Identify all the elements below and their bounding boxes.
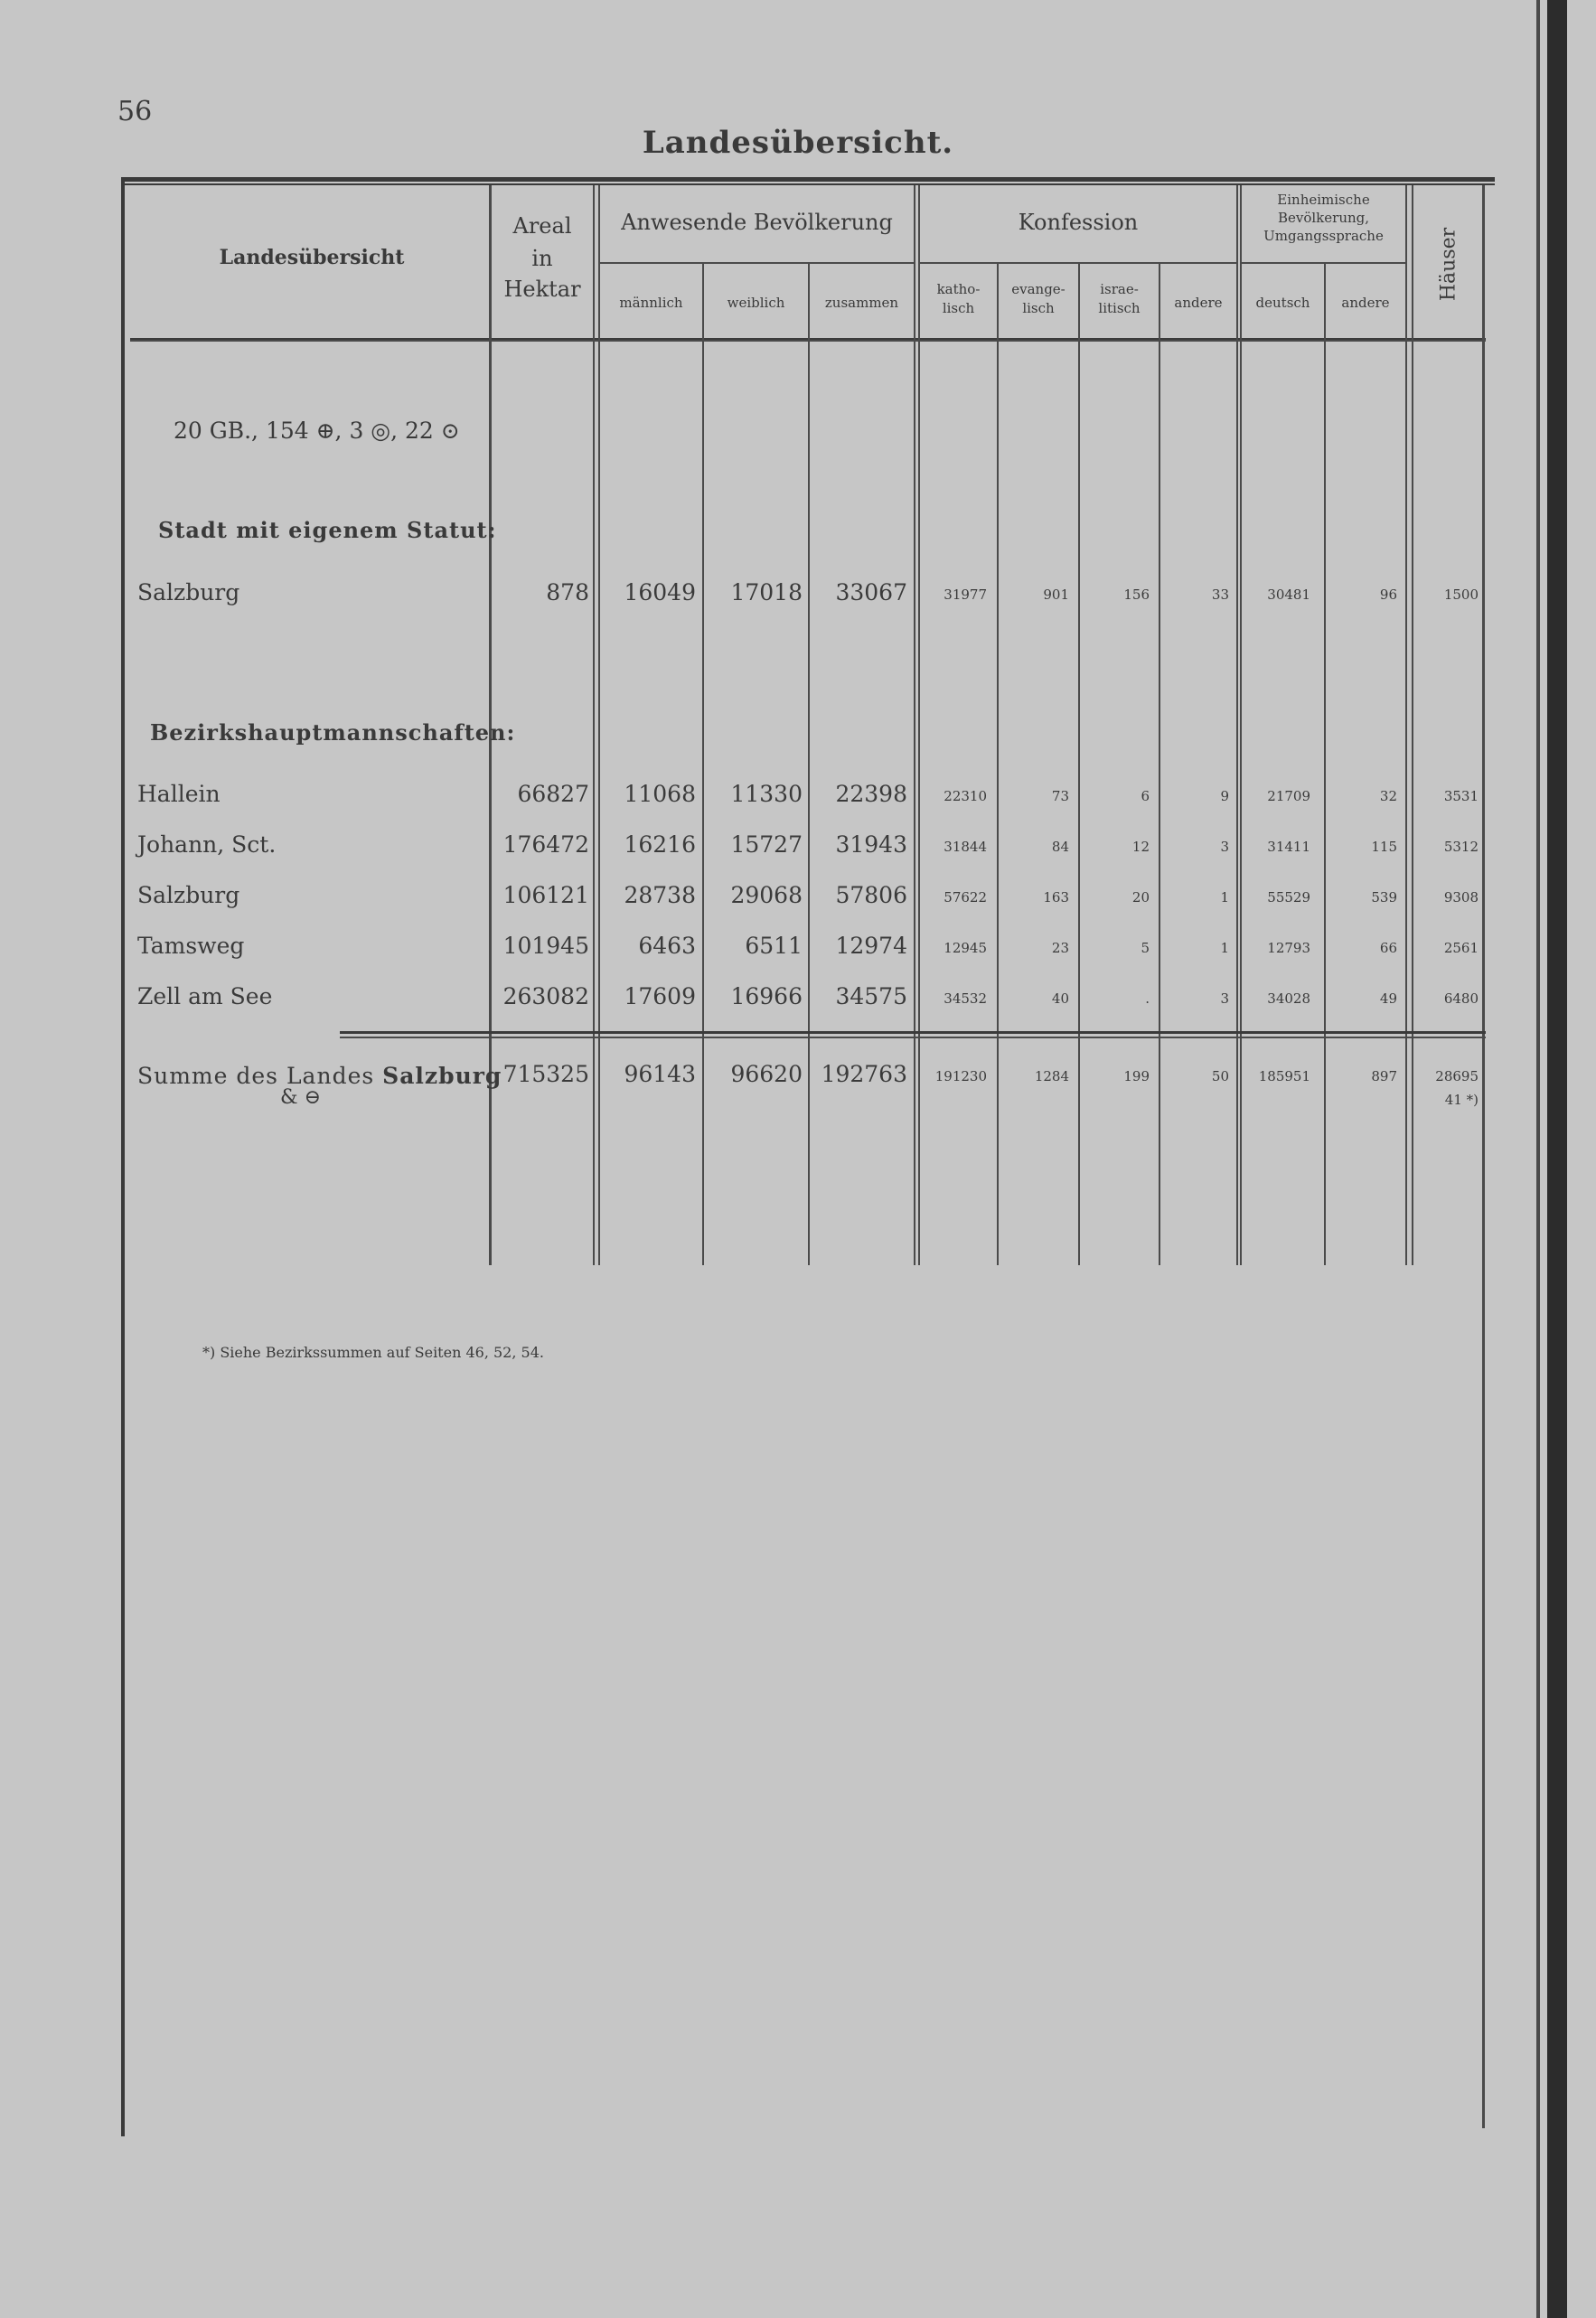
haeuser-header: Häuser [1437,227,1460,302]
cell-m: 28738 [624,882,696,908]
anwesende-header: Anwesende Bevölkerung [621,210,893,235]
cell-deutsch: 12793 [1267,940,1310,956]
section-statut: Stadt mit eigenem Statut: [158,517,497,543]
col-line [914,185,915,1265]
cell-ev: 1284 [1034,1068,1069,1084]
cell-z: 57806 [835,882,907,908]
cell-ev: 84 [1051,839,1069,855]
col-line [1159,262,1160,1265]
cell-andere: 49 [1379,990,1397,1007]
cell-haeuser: 28695 [1435,1068,1479,1084]
cell-m: 6463 [638,933,696,959]
cell-haeuser: 1500 [1443,587,1479,603]
cell-deutsch: 34028 [1267,990,1310,1007]
total-rule [340,1031,1486,1034]
row-label: Zell am See [137,983,273,1009]
total-label-line2: & ⊖ [280,1086,322,1109]
cell-andere: 539 [1371,889,1397,906]
cell-deutsch: 21709 [1267,788,1310,804]
total-label [137,1063,502,1089]
cell-and: 1 [1220,889,1229,906]
cell-areal: 176472 [502,831,589,858]
cell-deutsch: 30481 [1267,587,1310,603]
total-label-bold: Salzburg [382,1063,502,1089]
cell-isr: 12 [1131,839,1150,855]
cell-andere: 96 [1379,587,1397,603]
table-right-line [1482,185,1485,2128]
row-label: Hallein [137,781,221,807]
page-edge [1547,0,1567,2318]
table-top-rule-2 [121,183,1495,185]
cell-isr: 6 [1141,788,1150,804]
cell-kath: 31844 [944,839,987,855]
col-line [1324,262,1326,1265]
areal-header-line1: Areal [512,213,572,239]
cell-isr: 20 [1131,889,1150,906]
cell-m: 96143 [624,1061,696,1087]
areal-header-line2: in [531,246,553,271]
cell-areal: 263082 [502,983,589,1009]
cell-ev: 40 [1051,990,1069,1007]
cell-z: 31943 [835,831,907,858]
cell-kath: 191230 [934,1068,987,1084]
sub-header-deutsch: deutsch [1255,295,1310,311]
cell-isr: 199 [1123,1068,1150,1084]
row-label: Tamsweg [137,933,245,959]
sub-header-maennlich: männlich [619,295,683,311]
row-label: Johann, Sct. [137,831,277,858]
cell-kath: 22310 [944,788,987,804]
cell-haeuser: 5312 [1443,839,1479,855]
cell-ev: 73 [1051,788,1069,804]
sub-header-katholisch-1: katho- [936,281,981,297]
cell-deutsch: 185951 [1258,1068,1310,1084]
col-line [1078,262,1080,1265]
row-label: Salzburg [137,579,240,605]
cell-m: 17609 [624,983,696,1009]
stub-header: Landesübersicht [219,246,405,269]
cell-and: 33 [1211,587,1229,603]
cell-w: 15727 [730,831,803,858]
cell-kath: 34532 [944,990,987,1007]
sub-header-israelitisch-1: israe- [1100,281,1139,297]
einheimische-header-2: Bevölkerung, [1277,210,1370,226]
cell-areal: 106121 [502,882,589,908]
header-sub-rule [598,262,914,264]
cell-z: 192763 [821,1061,907,1087]
cell-haeuser-note: 41 *) [1444,1092,1479,1108]
cell-kath: 31977 [944,587,987,603]
cell-haeuser: 2561 [1443,940,1479,956]
cell-andere: 115 [1371,839,1397,855]
cell-and: 3 [1220,990,1229,1007]
sub-header-andere-sprache: andere [1341,295,1390,311]
cell-and: 9 [1220,788,1229,804]
header-sub-rule [1240,262,1405,264]
cell-kath: 57622 [944,889,987,906]
total-rule-2 [340,1037,1486,1038]
col-line [598,185,600,1265]
col-line [1240,185,1242,1265]
cell-andere: 66 [1379,940,1397,956]
sub-header-katholisch-2: lisch [942,300,975,316]
cell-z: 12974 [835,933,907,959]
col-line [593,185,595,1265]
table-frame [121,177,1491,2136]
cell-w: 11330 [730,781,803,807]
cell-isr: 5 [1141,940,1150,956]
sub-header-evangelisch-1: evange- [1011,281,1066,297]
einheimische-header-3: Umgangssprache [1263,228,1384,244]
cell-andere: 32 [1379,788,1397,804]
cell-areal: 66827 [517,781,589,807]
section-bezirkshauptmannschaften: Bezirkshauptmannschaften: [150,719,516,746]
col-line [997,262,999,1265]
cell-w: 96620 [730,1061,803,1087]
konfession-header: Konfession [1018,210,1139,235]
areal-header-line3: Hektar [503,277,581,302]
cell-areal: 101945 [502,933,589,959]
cell-deutsch: 31411 [1267,839,1310,855]
cell-m: 16049 [624,579,696,605]
cell-kath: 12945 [944,940,987,956]
col-line [918,185,920,1265]
sub-header-andere-konf: andere [1174,295,1223,311]
sub-header-evangelisch-2: lisch [1022,300,1055,316]
cell-haeuser: 9308 [1443,889,1479,906]
cell-w: 17018 [730,579,803,605]
cell-ev: 901 [1043,587,1069,603]
cell-deutsch: 55529 [1267,889,1310,906]
cell-z: 33067 [835,579,907,605]
cell-ev: 23 [1051,940,1069,956]
row-label: Salzburg [137,882,240,908]
footnote: *) Siehe Bezirkssummen auf Seiten 46, 52, 54. [202,1344,544,1361]
page-number: 56 [117,96,153,127]
sub-header-israelitisch-2: litisch [1098,300,1141,316]
cell-andere: 897 [1371,1068,1397,1084]
cell-areal: 878 [546,579,589,605]
total-label-text: Summe des Landes [137,1063,375,1089]
col-line [1236,185,1238,1265]
cell-areal: 715325 [502,1061,589,1087]
cell-isr: . [1145,990,1150,1007]
cell-and: 3 [1220,839,1229,855]
cell-z: 34575 [835,983,907,1009]
sub-header-zusammen: zusammen [824,295,899,311]
einheimische-header-1: Einheimische [1277,192,1370,208]
col-line [702,262,704,1265]
cell-isr: 156 [1123,587,1150,603]
cell-m: 16216 [624,831,696,858]
cell-ev: 163 [1043,889,1069,906]
cell-and: 1 [1220,940,1229,956]
cell-m: 11068 [624,781,696,807]
page-edge-shadow [1536,0,1540,2318]
header-sub-rule [918,262,1236,264]
cell-haeuser: 6480 [1443,990,1479,1007]
cell-w: 29068 [730,882,803,908]
col-line [808,262,810,1265]
cell-and: 50 [1211,1068,1229,1084]
cell-z: 22398 [835,781,907,807]
summary-line: 20 GB., 154 ⊕, 3 ◎, 22 ⊙ [174,418,460,444]
cell-w: 16966 [730,983,803,1009]
page-title: Landesübersicht. [642,125,954,161]
cell-haeuser: 3531 [1443,788,1479,804]
sub-header-weiblich: weiblich [727,295,785,311]
cell-w: 6511 [745,933,803,959]
